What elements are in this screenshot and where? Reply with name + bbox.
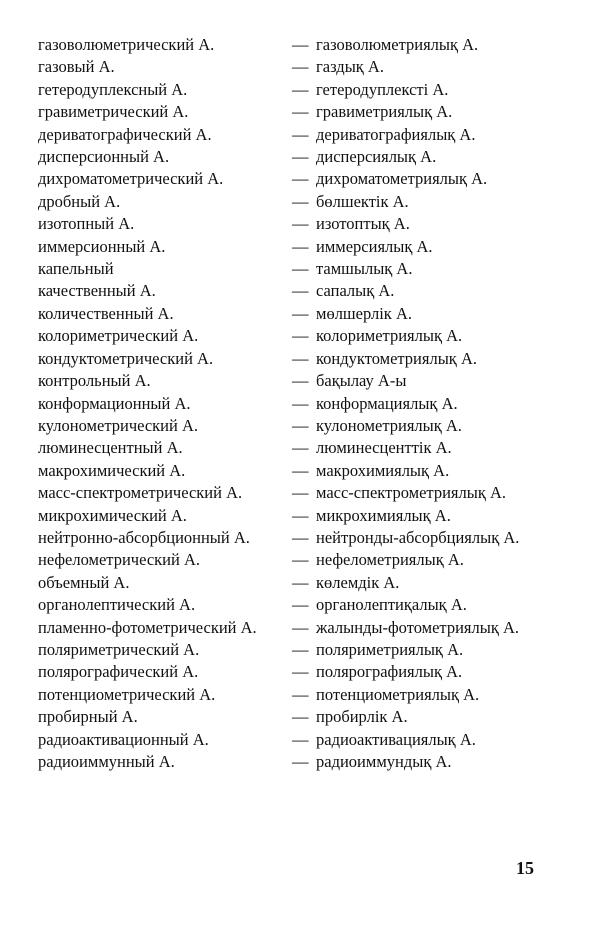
- russian-term: пламенно-фотометрический А.: [38, 617, 257, 637]
- dash: —: [292, 393, 309, 413]
- russian-term: радиоиммунный А.: [38, 752, 175, 771]
- russian-term: гетеродуплексный А.: [38, 79, 188, 99]
- dash: —: [292, 236, 309, 256]
- dash: —: [292, 505, 309, 525]
- entry-row: [38, 101, 558, 123]
- russian-term: радиоактивационный А.: [38, 729, 209, 749]
- entry-row: [38, 572, 558, 594]
- entry-row: [38, 393, 558, 415]
- dash: —: [292, 572, 309, 592]
- russian-term: колориметрический А.: [38, 326, 199, 346]
- kazakh-term: кондуктометриялық А.: [316, 348, 477, 368]
- russian-term: кулонометрический А.: [38, 415, 199, 435]
- entry-row: [38, 168, 558, 190]
- russian-term: дробный А.: [38, 191, 121, 211]
- entry-row: [38, 146, 558, 168]
- kazakh-term: гравиметриялық А.: [316, 102, 453, 122]
- entry-row: [38, 258, 558, 280]
- russian-term: газовый А.: [38, 57, 115, 77]
- entry-row: [38, 437, 558, 459]
- dash: —: [292, 102, 309, 122]
- kazakh-term: дихроматометриялық А.: [316, 169, 488, 189]
- kazakh-term: гетеродуплексті А.: [316, 79, 449, 99]
- dash: —: [292, 639, 309, 659]
- russian-term: контрольный А.: [38, 371, 151, 391]
- entry-row: [38, 348, 558, 370]
- entry-row: [38, 303, 558, 325]
- dash: —: [292, 460, 309, 480]
- entry-row: [38, 415, 558, 437]
- kazakh-term: жалынды-фотометриялық А.: [316, 617, 519, 637]
- dash: —: [292, 527, 309, 547]
- kazakh-term: газдық А.: [316, 57, 384, 77]
- dash: —: [292, 79, 309, 99]
- entry-row: [38, 460, 558, 482]
- russian-term: масс-спектрометрический А.: [38, 483, 243, 503]
- entry-row: [38, 213, 558, 235]
- kazakh-term: микрохимиялық А.: [316, 505, 451, 525]
- entry-row: [38, 505, 558, 527]
- russian-term: нейтронно-абсорбционный А.: [38, 527, 250, 547]
- kazakh-term: органолептиқалық А.: [316, 595, 467, 615]
- kazakh-term: көлемдік А.: [316, 572, 400, 592]
- kazakh-term: кулонометриялық А.: [316, 415, 462, 435]
- kazakh-term: сапалық А.: [316, 281, 395, 301]
- russian-term: гравиметрический А.: [38, 102, 189, 122]
- dash: —: [292, 57, 309, 77]
- dash: —: [292, 550, 309, 570]
- russian-term: газоволюметрический А.: [38, 35, 215, 54]
- kazakh-term: нефелометриялық А.: [316, 550, 464, 570]
- kazakh-term: дисперсиялық А.: [316, 147, 437, 167]
- kazakh-term: масс-спектрометриялық А.: [316, 483, 507, 503]
- kazakh-term: потенциометриялық А.: [316, 684, 480, 704]
- entry-row: [38, 729, 558, 751]
- dash: —: [292, 617, 309, 637]
- kazakh-term: бөлшектік А.: [316, 191, 409, 211]
- kazakh-term: макрохимиялық А.: [316, 460, 450, 480]
- russian-term: полярографический А.: [38, 662, 199, 682]
- dash: —: [292, 595, 309, 615]
- entry-row: [38, 684, 558, 706]
- dash: —: [292, 191, 309, 211]
- kazakh-term: изотоптық А.: [316, 214, 410, 234]
- dash: —: [292, 729, 309, 749]
- dash: —: [292, 684, 309, 704]
- kazakh-term: тамшылық А.: [316, 259, 413, 279]
- dash: —: [292, 371, 309, 391]
- russian-term: качественный А.: [38, 281, 156, 301]
- dash: —: [292, 707, 309, 727]
- dash: —: [292, 259, 309, 279]
- entry-row: [38, 549, 558, 571]
- russian-term: дериватографический А.: [38, 124, 212, 144]
- entry-row: [38, 617, 558, 639]
- kazakh-term: пробирлік А.: [316, 707, 408, 727]
- russian-term: дихроматометрический А.: [38, 169, 224, 189]
- entry-row: [38, 124, 558, 146]
- russian-term: люминесцентный А.: [38, 438, 183, 458]
- kazakh-term: конформациялық А.: [316, 393, 458, 413]
- kazakh-term: колориметриялық А.: [316, 326, 463, 346]
- russian-term: капельный: [38, 259, 114, 279]
- kazakh-term: дериватографиялық А.: [316, 124, 476, 144]
- entry-row: [38, 280, 558, 302]
- dash: —: [292, 124, 309, 144]
- entry-row: [38, 639, 558, 661]
- dash: —: [292, 662, 309, 682]
- dash: —: [292, 281, 309, 301]
- dash: —: [292, 214, 309, 234]
- dash: —: [292, 483, 309, 503]
- russian-term: кондуктометрический А.: [38, 348, 214, 368]
- dash: —: [292, 438, 309, 458]
- kazakh-term: нейтронды-абсорбциялық А.: [316, 527, 520, 547]
- russian-term: потенциометрический А.: [38, 684, 216, 704]
- dash: —: [292, 348, 309, 368]
- dash: —: [292, 752, 309, 771]
- entry-row: [38, 325, 558, 347]
- russian-term: изотопный А.: [38, 214, 135, 234]
- kazakh-term: поляриметриялық А.: [316, 639, 464, 659]
- russian-term: нефелометрический А.: [38, 550, 200, 570]
- russian-term: органолептический А.: [38, 595, 196, 615]
- kazakh-term: бақылау А-ы: [316, 371, 407, 391]
- entry-row: [38, 706, 558, 728]
- entry-row: [38, 79, 558, 101]
- kazakh-term: радиоиммундық А.: [316, 752, 452, 771]
- entry-row: [38, 751, 558, 773]
- dash: —: [292, 326, 309, 346]
- entry-row: [38, 370, 558, 392]
- russian-term: пробирный А.: [38, 707, 138, 727]
- kazakh-term: радиоактивациялық А.: [316, 729, 476, 749]
- dash: —: [292, 147, 309, 167]
- russian-term: дисперсионный А.: [38, 147, 170, 167]
- kazakh-term: полярографиялық А.: [316, 662, 463, 682]
- entry-list: [38, 34, 558, 773]
- page-number: 15: [516, 858, 534, 878]
- dash: —: [292, 35, 309, 54]
- entry-row: [38, 527, 558, 549]
- entry-row: [38, 594, 558, 616]
- kazakh-term: газоволюметриялық А.: [316, 35, 479, 54]
- dash: —: [292, 169, 309, 189]
- russian-term: конформационный А.: [38, 393, 191, 413]
- entry-row: [38, 482, 558, 504]
- entry-row: [38, 191, 558, 213]
- kazakh-term: люминесценттік А.: [316, 438, 452, 458]
- russian-term: объемный А.: [38, 572, 130, 592]
- kazakh-term: мөлшерлік А.: [316, 303, 412, 323]
- entry-row: [38, 661, 558, 683]
- dash: —: [292, 415, 309, 435]
- russian-term: количественный А.: [38, 303, 174, 323]
- russian-term: микрохимический А.: [38, 505, 187, 525]
- dash: —: [292, 303, 309, 323]
- russian-term: иммерсионный А.: [38, 236, 166, 256]
- kazakh-term: иммерсиялық А.: [316, 236, 433, 256]
- entry-row: [38, 34, 558, 56]
- russian-term: поляриметрический А.: [38, 639, 200, 659]
- entry-row: [38, 56, 558, 78]
- entry-row: [38, 236, 558, 258]
- russian-term: макрохимический А.: [38, 460, 186, 480]
